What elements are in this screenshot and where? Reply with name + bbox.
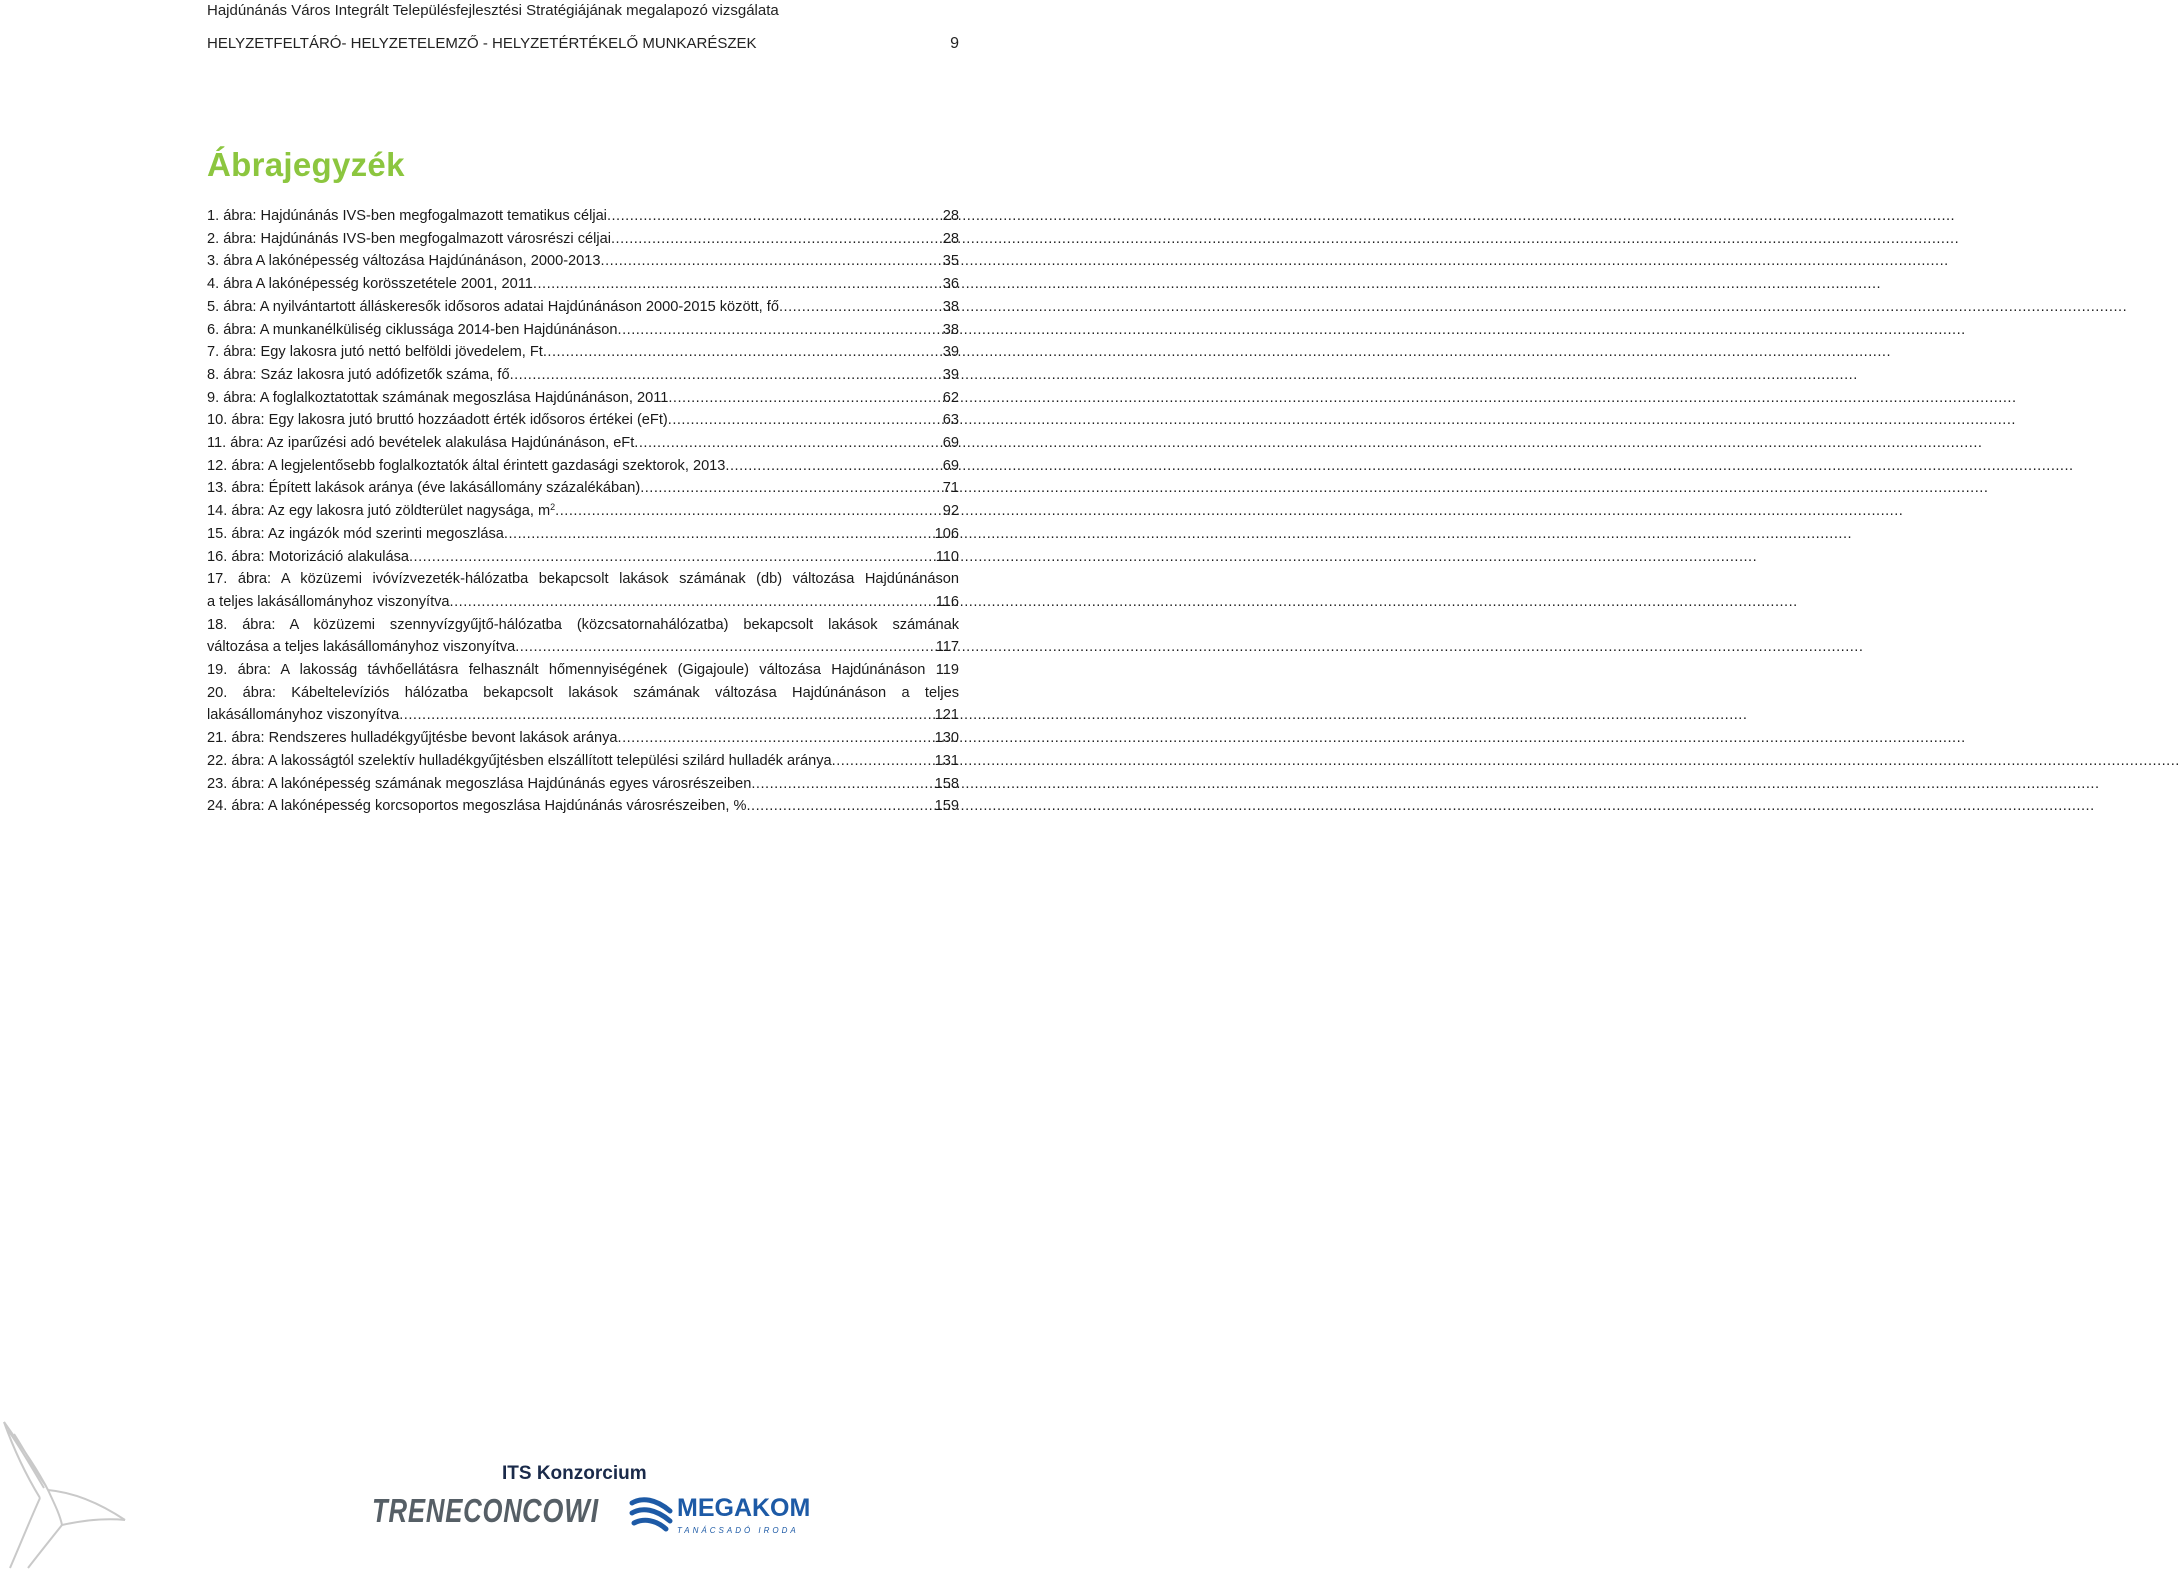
toc-entry[interactable]	[207, 228, 959, 251]
toc-entry-label: 3. ábra A lakónépesség változása Hajdúnánáson, 2000-2013	[207, 253, 601, 270]
toc-entry-label: 8. ábra: Száz lakosra jutó adófizetők száma, fő	[207, 366, 510, 383]
superscript: 2	[550, 502, 556, 513]
dot-leader	[640, 477, 940, 500]
toc-entry-label: 22. ábra: A lakosságtól szelektív hulladékgyűjtésben elszállított települési szilárd hulladék aránya	[207, 752, 832, 769]
toc-entry-text	[207, 704, 399, 727]
toc-entry[interactable]	[207, 409, 959, 432]
dot-leader	[399, 704, 931, 727]
dot-leader	[668, 387, 939, 410]
toc-entry-label: 4. ábra A lakónépesség korösszetétele 2001, 2011	[207, 276, 533, 293]
toc-entry-text	[207, 409, 668, 432]
toc-page-number: 69	[942, 457, 959, 474]
toc-entry-first-line: 17. ábra: A közüzemi ivóvízvezeték-hálózatba bekapcsolt lakások számának (db) változása Hajdúnánáson	[207, 571, 959, 588]
toc-entry[interactable]	[207, 727, 959, 750]
toc-entry-text	[207, 477, 640, 500]
toc-entry-text	[207, 296, 779, 319]
toc-page-number: 69	[942, 435, 959, 452]
toc-entry-text	[207, 546, 409, 569]
dot-leader	[611, 228, 940, 251]
dot-leader	[751, 773, 931, 796]
dot-leader	[533, 273, 940, 296]
toc-entry-text	[207, 205, 607, 228]
toc-page-number: 159	[934, 798, 959, 815]
toc-page-number: 36	[942, 276, 959, 293]
megakom-swoosh-icon	[630, 1493, 674, 1533]
dot-leader	[409, 546, 933, 569]
toc-entry-label: 21. ábra: Rendszeres hulladékgyűjtésbe bevont lakások aránya	[207, 730, 618, 747]
toc-entry-label: 2. ábra: Hajdúnánás IVS-ben megfogalmazott városrészi céljai	[207, 230, 611, 247]
bird-watermark-icon	[0, 1420, 130, 1569]
toc-entry-text	[207, 750, 832, 773]
toc-entry-label: 12. ábra: A legjelentősebb foglalkoztatók által érintett gazdasági szektorok, 2013	[207, 457, 726, 474]
dot-leader	[618, 319, 940, 342]
toc-entry[interactable]	[207, 455, 959, 478]
page-number: 9	[950, 35, 959, 52]
dot-leader	[450, 591, 933, 614]
dot-leader	[779, 296, 940, 319]
dot-leader	[607, 205, 940, 228]
toc-entry-text	[207, 228, 611, 251]
dot-leader	[746, 795, 931, 818]
toc-entry-text	[207, 341, 543, 364]
trenecon-logo: TRENECON	[372, 1492, 523, 1529]
toc-entry-label: a teljes lakásállományhoz viszonyítva	[207, 593, 450, 610]
toc-page-number: 35	[942, 253, 959, 270]
toc-page-number: 39	[942, 344, 959, 361]
toc-entry-label: 5. ábra: A nyilvántartott álláskeresők idősoros adatai Hajdúnánáson 2000-2015 között, fő	[207, 298, 779, 315]
toc-entry-text	[207, 273, 533, 296]
toc-entry[interactable]	[207, 250, 959, 273]
toc-page-number: 28	[942, 208, 959, 224]
toc-entry-text	[207, 591, 450, 614]
megakom-tagline: TANÁCSADÓ IRODA	[677, 1526, 799, 1535]
toc-entry-first-line: 18. ábra: A közüzemi szennyvízgyűjtő-hálózatba (közcsatornahálózatba) bekapcsolt lakások számának	[207, 616, 959, 633]
toc-entry[interactable]	[207, 205, 959, 228]
partner-logos	[372, 1485, 812, 1545]
toc-entry-text	[207, 432, 634, 455]
toc-entry-text	[207, 319, 618, 342]
toc-entry[interactable]	[207, 568, 959, 613]
toc-entry-text	[207, 387, 668, 410]
toc-entry-text: 19. ábra: A lakosság távhőellátásra felhasznált hőmennyiségének (Gigajoule) változása Hajdúnánáson 119	[207, 662, 959, 679]
toc-entry-first-line: 20. ábra: Kábeltelevíziós hálózatba bekapcsolt lakások számának változása Hajdúnánáson a teljes	[207, 684, 959, 701]
toc-page-number: 71	[942, 480, 959, 497]
dot-leader	[601, 250, 940, 273]
toc-entry-label: 1. ábra: Hajdúnánás IVS-ben megfogalmazott tematikus céljai	[207, 208, 607, 224]
toc-entry[interactable]	[207, 773, 959, 796]
dot-leader	[668, 409, 940, 432]
toc-entry-text	[207, 455, 725, 478]
toc-entry-text	[207, 500, 555, 523]
toc-entry[interactable]	[207, 659, 959, 682]
toc-entry[interactable]	[207, 319, 959, 342]
consortium-label: ITS Konzorcium	[502, 1463, 647, 1484]
toc-entry-text	[207, 523, 504, 546]
toc-page-number: 106	[934, 525, 959, 542]
section-label: HELYZETFELTÁRÓ- HELYZETELEMZŐ - HELYZETÉRTÉKELŐ MUNKARÉSZEK	[207, 35, 757, 52]
running-header-subtitle	[207, 35, 959, 52]
toc-page-number: 92	[942, 503, 959, 520]
toc-page-number: 63	[942, 412, 959, 429]
dot-leader	[510, 364, 940, 387]
toc-entry-label: változása a teljes lakásállományhoz viszonyítva	[207, 639, 516, 656]
toc-entry-label: 9. ábra: A foglalkoztatottak számának megoszlása Hajdúnánáson, 2011	[207, 389, 669, 406]
dot-leader	[832, 750, 932, 773]
dot-leader	[555, 500, 940, 523]
toc-entry-label: 10. ábra: Egy lakosra jutó bruttó hozzáadott érték idősoros értékei (eFt)	[207, 412, 668, 429]
cowi-logo: COWI	[522, 1492, 599, 1529]
dot-leader	[725, 455, 939, 478]
megakom-logo: MEGAKOM	[677, 1494, 811, 1522]
toc-entry-label: 24. ábra: A lakónépesség korcsoportos megoszlása Hajdúnánás városrészeiben, %	[207, 798, 747, 815]
toc-entry[interactable]	[207, 750, 959, 773]
toc-entry[interactable]	[207, 273, 959, 296]
dot-leader	[634, 432, 939, 455]
toc-page-number: 38	[942, 298, 959, 315]
toc-entry[interactable]	[207, 795, 959, 818]
toc-entry[interactable]	[207, 546, 959, 569]
toc-entry-text	[207, 364, 510, 387]
running-header-title: Hajdúnánás Város Integrált Településfejlesztési Stratégiájának megalapozó vizsgálata	[207, 2, 779, 19]
toc-entry-label: 23. ábra: A lakónépesség számának megoszlása Hajdúnánás egyes városrészeiben	[207, 775, 752, 792]
toc-entry-label: 13. ábra: Épített lakások aránya (éve lakásállomány százalékában)	[207, 480, 641, 497]
figure-list	[207, 205, 959, 818]
toc-entry-text	[207, 795, 746, 818]
toc-page-number: 62	[942, 389, 959, 406]
toc-page-number: 38	[942, 321, 959, 338]
toc-page-number: 110	[935, 548, 959, 565]
toc-entry[interactable]	[207, 387, 959, 410]
toc-entry[interactable]	[207, 682, 959, 727]
toc-page-number: 116	[935, 593, 959, 610]
toc-entry[interactable]	[207, 477, 959, 500]
toc-entry-label: 11. ábra: Az iparűzési adó bevételek alakulása Hajdúnánáson, eFt	[207, 435, 635, 452]
toc-page-number: 39	[942, 366, 959, 383]
toc-entry[interactable]	[207, 432, 959, 455]
toc-entry[interactable]	[207, 364, 959, 387]
toc-page-number: 117	[935, 639, 959, 656]
toc-entry-text	[207, 773, 751, 796]
toc-entry-label: 16. ábra: Motorizáció alakulása	[207, 548, 409, 565]
dot-leader	[504, 523, 932, 546]
dot-leader	[618, 727, 932, 750]
toc-entry[interactable]	[207, 341, 959, 364]
toc-entry[interactable]	[207, 614, 959, 659]
toc-entry-text	[207, 250, 601, 273]
toc-page-number: 158	[934, 775, 959, 792]
toc-entry-text	[207, 636, 515, 659]
dot-leader	[543, 341, 940, 364]
toc-entry[interactable]	[207, 500, 959, 523]
toc-page-number: 28	[942, 230, 959, 247]
toc-page-number: 121	[934, 707, 959, 724]
toc-entry-text	[207, 727, 618, 750]
toc-page-number: 131	[934, 752, 959, 769]
toc-entry-label: 15. ábra: Az ingázók mód szerinti megoszlása	[207, 525, 504, 542]
dot-leader	[515, 636, 932, 659]
toc-entry-label: 6. ábra: A munkanélküliség ciklussága 2014-ben Hajdúnánáson	[207, 321, 618, 338]
toc-entry-label: 7. ábra: Egy lakosra jutó nettó belföldi jövedelem, Ft	[207, 344, 543, 361]
toc-entry[interactable]	[207, 296, 959, 319]
toc-entry-label: lakásállományhoz viszonyítva	[207, 707, 400, 724]
toc-page-number: 130	[934, 730, 959, 747]
toc-entry-label: 14. ábra: Az egy lakosra jutó zöldterület nagysága, m	[207, 503, 551, 520]
page-title: Ábrajegyzék	[207, 146, 405, 183]
toc-entry[interactable]	[207, 523, 959, 546]
